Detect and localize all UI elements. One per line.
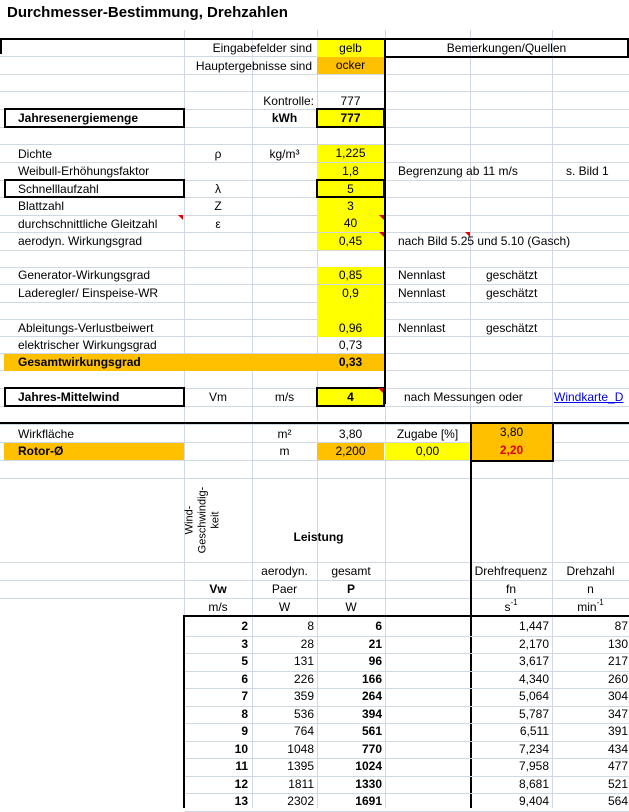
table-cell-vw: 12: [234, 777, 248, 791]
table-cell-fn: 7,958: [518, 759, 549, 773]
wind-symbol: Vm: [209, 390, 227, 404]
table-cell-paer: 764: [293, 724, 314, 738]
table-cell-fn: 6,511: [519, 724, 549, 738]
sym-fn: fn: [505, 582, 516, 596]
sym-vw: Vw: [209, 582, 227, 596]
table-cell-p: 6: [375, 619, 382, 633]
weibull-remark: Begrenzung ab 11 m/s: [398, 164, 518, 178]
generator-label: Generator-Wirkungsgrad: [18, 268, 151, 282]
area-result-cell: 3,80: [471, 424, 552, 442]
energy-value[interactable]: 777: [340, 111, 361, 125]
table-cell-fn: 7,234: [518, 742, 549, 756]
table-cell-paer: 1811: [288, 777, 314, 791]
table-cell-p: 1024: [355, 759, 382, 773]
laderegler-remark2: geschätzt: [486, 286, 538, 300]
unit-vw: m/s: [208, 600, 228, 614]
sym-n: n: [587, 582, 594, 596]
table-cell-paer: 2302: [287, 794, 314, 808]
table-cell-paer: 1395: [287, 759, 314, 773]
table-cell-fn: 1,447: [518, 619, 549, 633]
power-header: Leistung: [293, 530, 344, 544]
table-cell-p: 21: [368, 637, 382, 651]
schnelllauf-label: Schnelllaufzahl: [18, 182, 99, 196]
sym-paer: Paer: [271, 582, 298, 596]
unit-fn: $s^{-1}$: [504, 598, 518, 614]
table-cell-vw: 3: [241, 637, 248, 651]
elektrisch-label: elektrischer Wirkungsgrad: [18, 338, 157, 352]
col-gesamt: gesamt: [331, 564, 371, 578]
legend-input-swatch: gelb: [317, 40, 384, 57]
table-cell-fn: 5,064: [518, 689, 549, 703]
table-top-border: [183, 615, 629, 617]
table-cell-vw: 5: [241, 654, 248, 668]
generator-remark: Nennlast: [398, 268, 446, 282]
weibull-cell[interactable]: 1,8: [317, 163, 384, 180]
col-aerodyn: aerodyn.: [261, 564, 308, 578]
generator-cell[interactable]: 0,85: [317, 267, 384, 284]
table-cell-n: 347: [607, 707, 628, 721]
comment-marker-icon[interactable]: [178, 215, 183, 220]
wind-unit: m/s: [274, 390, 295, 404]
comment-marker-icon[interactable]: [465, 232, 470, 237]
table-cell-fn: 9,404: [518, 794, 549, 808]
table-cell-p: 1691: [355, 794, 382, 808]
table-cell-vw: 6: [241, 672, 248, 686]
col-drehfrequenz: Drehfrequenz: [474, 564, 548, 578]
comment-marker-icon[interactable]: [379, 215, 384, 220]
table-cell-p: 561: [361, 724, 382, 738]
rotor-unit: m: [279, 444, 290, 458]
gleitzahl-label: durchschnittliche Gleitzahl: [18, 217, 158, 231]
area-value: 3,80: [338, 427, 363, 441]
table-cell-vw: 10: [234, 742, 248, 756]
legend-result-label: Hauptergebnisse sind: [195, 59, 312, 73]
comment-marker-icon[interactable]: [379, 232, 384, 237]
dichte-symbol: ρ: [214, 147, 222, 161]
table-cell-fn: 3,617: [518, 654, 549, 668]
unit-n: $\min^{-1}$: [577, 598, 604, 614]
table-cell-vw: 7: [241, 689, 248, 703]
ableitung-label: Ableitungs-Verlustbeiwert: [18, 321, 154, 335]
generator-remark2: geschätzt: [486, 268, 538, 282]
area-unit: m²: [277, 427, 292, 441]
unit-p: W: [345, 600, 357, 614]
table-cell-n: 260: [607, 672, 628, 686]
table-cell-n: 87: [614, 619, 628, 633]
dichte-cell[interactable]: 1,225: [317, 145, 384, 162]
zugabe-label: Zugabe [%]: [396, 427, 459, 441]
table-cell-n: 477: [607, 759, 628, 773]
table-cell-vw: 13: [234, 794, 248, 808]
table-cell-p: 166: [361, 672, 382, 686]
elektrisch-value: 0,73: [338, 338, 363, 352]
table-cell-n: 391: [607, 724, 628, 738]
sym-p: P: [346, 582, 355, 596]
gesamt-value: 0,33: [338, 355, 363, 369]
table-cell-n: 434: [607, 742, 628, 756]
dichte-label: Dichte: [18, 147, 53, 161]
ableitung-value[interactable]: 0,96: [338, 321, 363, 335]
table-cell-vw: 9: [241, 724, 248, 738]
table-cell-p: 770: [361, 742, 382, 756]
table-cell-n: 130: [607, 637, 628, 651]
table-cell-n: 304: [607, 689, 628, 703]
legend-input-label: Eingabefelder sind: [212, 41, 312, 55]
rotor-result-cell: 2,20: [471, 442, 552, 460]
legend-result-swatch: ocker: [317, 57, 384, 74]
aero-label: aerodyn. Wirkungsgrad: [18, 234, 143, 248]
table-cell-paer: 8: [307, 619, 314, 633]
table-cell-p: 394: [361, 707, 382, 721]
area-label: Wirkfläche: [18, 427, 75, 441]
table-cell-p: 1330: [355, 777, 382, 791]
table-cell-vw: 11: [235, 759, 248, 773]
schnelllauf-value[interactable]: 5: [347, 182, 354, 196]
kontrolle-label: Kontrolle:: [263, 94, 314, 108]
unit-paer: W: [278, 600, 291, 614]
blattzahl-label: Blattzahl: [18, 199, 65, 213]
laderegler-remark: Nennlast: [398, 286, 446, 300]
ableitung-remark: Nennlast: [398, 321, 446, 335]
laderegler-cell[interactable]: 0,9: [317, 285, 384, 302]
sheet-title: Durchmesser-Bestimmung, Drehzahlen: [7, 4, 288, 21]
wind-label: Jahres-Mittelwind: [18, 390, 120, 404]
laderegler-label: Laderegler/ Einspeise-WR: [18, 286, 159, 300]
col-drehzahl: Drehzahl: [566, 564, 615, 578]
ableitung-remark2: geschätzt: [486, 321, 538, 335]
energy-label: Jahresenergiemenge: [18, 111, 139, 125]
table-cell-paer: 359: [293, 689, 314, 703]
table-cell-p: 96: [368, 654, 382, 668]
kontrolle-value: 777: [340, 94, 361, 108]
wind-speed-header: Wind- Geschwindig- keit: [183, 486, 222, 554]
table-cell-paer: 226: [293, 672, 314, 686]
table-cell-n: 564: [607, 794, 628, 808]
table-cell-fn: 4,340: [518, 672, 549, 686]
rotor-label: Rotor-Ø: [18, 444, 64, 458]
blattzahl-symbol: Z: [214, 199, 222, 213]
table-cell-paer: 1048: [287, 742, 314, 756]
rotor-value-cell: 2,200: [317, 443, 384, 460]
schnelllauf-symbol: λ: [215, 182, 221, 196]
zugabe-input-cell[interactable]: 0,00: [385, 443, 470, 460]
wind-remark: nach Messungen oder: [404, 390, 523, 404]
comment-marker-icon[interactable]: [378, 388, 383, 393]
weibull-remark-bild: s. Bild 1: [566, 164, 609, 178]
table-cell-n: 217: [607, 654, 628, 668]
table-cell-fn: 5,787: [518, 707, 549, 721]
table-cell-paer: 131: [293, 654, 314, 668]
table-cell-fn: 8,681: [518, 777, 549, 791]
table-cell-fn: 2,170: [518, 637, 549, 651]
table-cell-p: 264: [361, 689, 382, 703]
table-cell-vw: 8: [241, 707, 248, 721]
gesamt-label: Gesamtwirkungsgrad: [18, 355, 141, 369]
table-cell-paer: 536: [293, 707, 314, 721]
windkarte-link[interactable]: Windkarte_D: [554, 390, 624, 404]
gleitzahl-cell[interactable]: 40: [317, 215, 384, 232]
table-cell-paer: 28: [300, 637, 314, 651]
gleitzahl-symbol: ε: [215, 217, 221, 231]
weibull-label: Weibull-Erhöhungsfaktor: [18, 164, 150, 178]
wind-value[interactable]: 4: [347, 390, 354, 404]
table-cell-vw: 2: [241, 619, 248, 633]
table-cell-n: 521: [607, 777, 628, 791]
aero-cell[interactable]: 0,45: [317, 233, 384, 250]
remarks-header: Bemerkungen/Quellen: [446, 41, 567, 55]
aero-remark: nach Bild 5.25 und 5.10 (Gasch): [398, 234, 571, 248]
blattzahl-cell[interactable]: 3: [317, 198, 384, 215]
energy-unit: kWh: [271, 111, 298, 125]
dichte-unit: kg/m³: [269, 147, 300, 161]
